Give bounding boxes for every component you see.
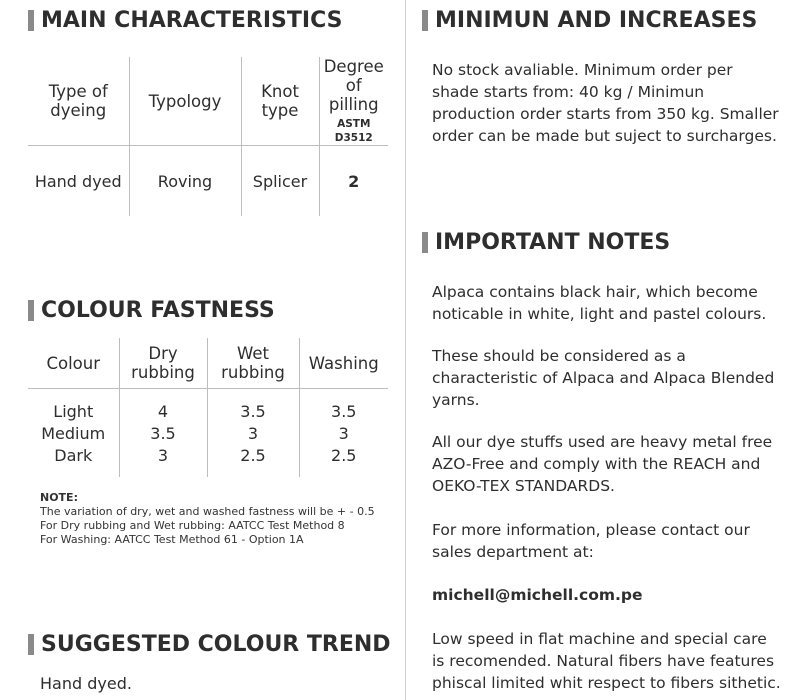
heading-bar <box>422 10 428 31</box>
notes-paragraph: For more information, please contact our sales department at: <box>432 521 750 561</box>
value-typology: Roving <box>129 146 241 217</box>
minimum-heading <box>422 8 757 33</box>
colour-fastness-table <box>28 338 388 477</box>
fastness-note <box>40 491 375 547</box>
note-line: For Washing: AATCC Test Method 61 - Option 1A <box>40 533 304 546</box>
header-degree-of-pilling <box>319 57 388 146</box>
cell-wet: 3.5 <box>207 401 299 423</box>
header-type-of-dyeing: Type of dyeing <box>28 57 129 146</box>
column-divider <box>405 0 406 700</box>
heading-bar <box>422 232 428 253</box>
header-typology: Typology <box>129 57 241 146</box>
main-characteristics-table <box>28 57 388 216</box>
cell-wet: 3 <box>207 423 299 445</box>
table-row <box>28 401 388 423</box>
cell-dry: 3 <box>119 445 207 467</box>
header-degree-of-pilling-label: Degree of pilling <box>323 57 384 114</box>
colour-trend-title: SUGGESTED COLOUR TREND <box>41 632 391 657</box>
cell-wet: 2.5 <box>207 445 299 467</box>
important-notes-heading <box>422 230 670 255</box>
header-wet-rubbing: Wet rubbing <box>207 338 299 389</box>
minimum-text: No stock avaliable. Minimum order per shade starts from: 40 kg / Minimun production order starts from 350 kg. Smaller order can be made but suject to surcharges. <box>432 61 779 145</box>
note-line: For Dry rubbing and Wet rubbing: AATCC Test Method 8 <box>40 519 345 532</box>
cell-colour: Light <box>53 402 94 421</box>
cell-colour: Dark <box>54 446 93 465</box>
header-astm-standard: ASTM D3512 <box>334 118 373 144</box>
value-type-of-dyeing: Hand dyed <box>34 171 122 191</box>
table-row <box>28 445 388 467</box>
colour-trend-text: Hand dyed. <box>40 674 132 693</box>
table-header-row <box>28 57 388 146</box>
header-knot-type: Knot type <box>241 57 319 146</box>
heading-bar <box>28 634 34 655</box>
colour-trend-heading <box>28 632 391 657</box>
note-title: NOTE: <box>40 491 78 504</box>
notes-paragraph: Low speed in flat machine and special care is recomended. Natural fibers have features phiscal limited whit respect to fibers sithetic. <box>432 630 781 692</box>
main-characteristics-title: MAIN CHARACTERISTICS <box>41 8 343 33</box>
minimum-title: MINIMUN AND INCREASES <box>435 8 758 33</box>
table-row <box>28 146 388 217</box>
heading-bar <box>28 300 34 321</box>
header-colour: Colour <box>28 338 119 389</box>
heading-bar <box>28 10 34 31</box>
header-dry-rubbing: Dry rubbing <box>119 338 207 389</box>
value-degree-of-pilling: 2 <box>319 146 388 217</box>
cell-dry: 3.5 <box>119 423 207 445</box>
note-line: The variation of dry, wet and washed fastness will be + - 0.5 <box>40 505 375 518</box>
colour-fastness-heading <box>28 298 275 323</box>
notes-paragraph: Alpaca contains black hair, which become noticable in white, light and pastel colours. <box>432 283 767 323</box>
cell-washing: 3.5 <box>299 401 388 423</box>
cell-washing: 3 <box>299 423 388 445</box>
colour-fastness-title: COLOUR FASTNESS <box>41 298 275 323</box>
cell-colour: Medium <box>41 424 106 443</box>
contact-email[interactable]: michell@michell.com.pe <box>432 586 643 604</box>
cell-dry: 4 <box>119 401 207 423</box>
table-header-row <box>28 338 388 389</box>
table-row <box>28 423 388 445</box>
important-notes-title: IMPORTANT NOTES <box>435 230 671 255</box>
notes-paragraph: All our dye stuffs used are heavy metal free AZO-Free and comply with the REACH and OEKO-TEX STANDARDS. <box>432 433 773 495</box>
header-washing: Washing <box>299 338 388 389</box>
cell-washing: 2.5 <box>299 445 388 467</box>
value-knot-type: Splicer <box>241 146 319 217</box>
main-characteristics-heading <box>28 8 342 33</box>
notes-paragraph: These should be considered as a characteristic of Alpaca and Alpaca Blended yarns. <box>432 347 775 409</box>
